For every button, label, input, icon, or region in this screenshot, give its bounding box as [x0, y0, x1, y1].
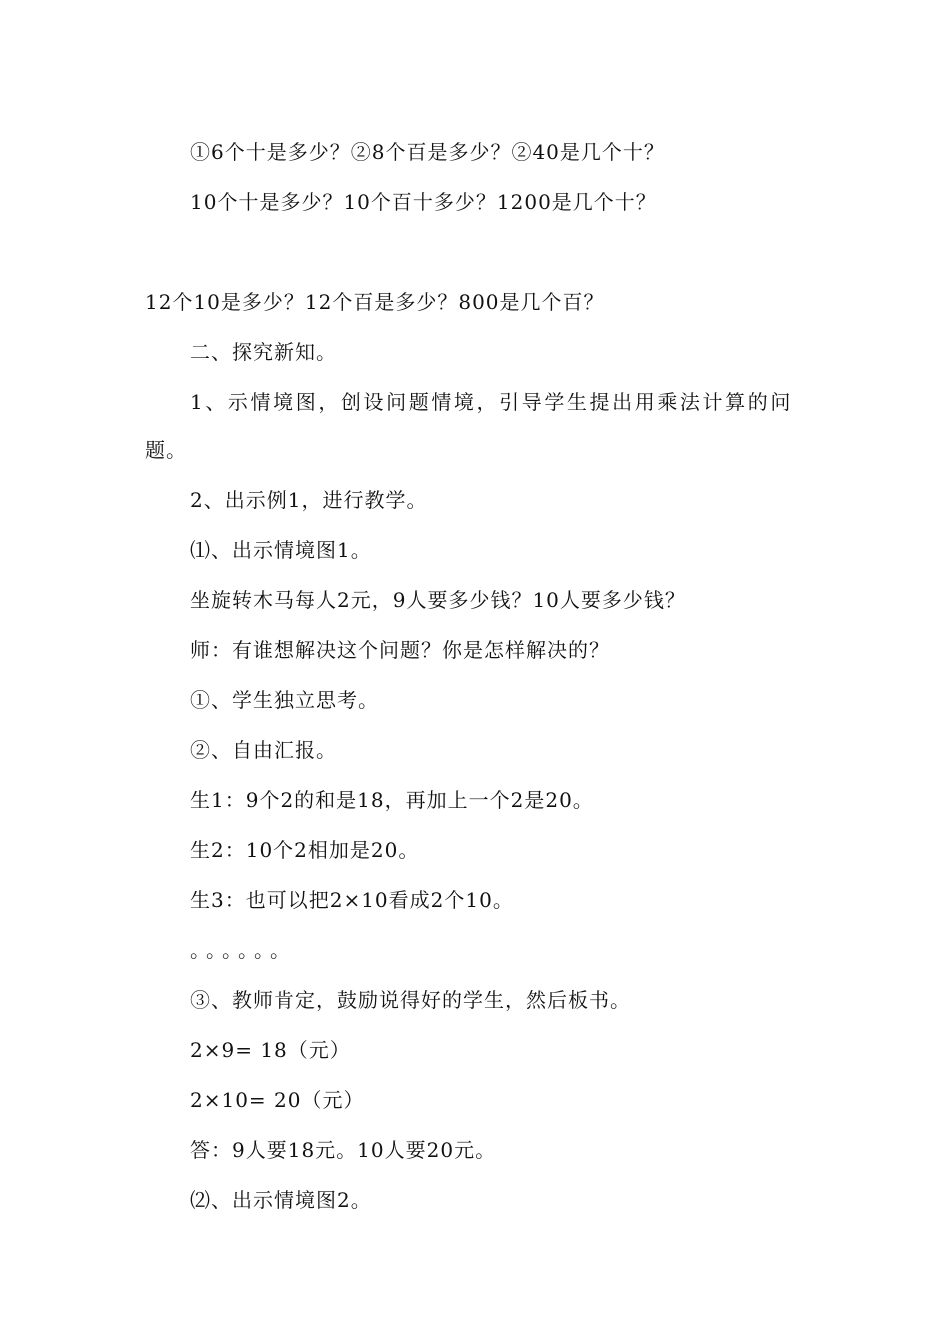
review-question-line-1: ①6个十是多少？②8个百是多少？②40是几个十？ — [190, 140, 665, 164]
sub-step-1-heading: ⑴、出示情境图1。 — [190, 538, 372, 562]
equation-2: 2×10= 20（元） — [190, 1088, 365, 1112]
paragraph-step-2: 2、出示例1，进行教学。 — [190, 488, 428, 512]
student-answer-3: 生3：也可以把2×10看成2个10。 — [190, 888, 514, 912]
paragraph-step-1: 1、示情境图，创设问题情境，引导学生提出用乘法计算的问 — [190, 390, 793, 414]
teacher-summary: ③、教师肯定，鼓励说得好的学生，然后板书。 — [190, 988, 631, 1012]
student-answer-2: 生2：10个2相加是20。 — [190, 838, 420, 862]
sub-step-2-heading: ⑵、出示情境图2。 — [190, 1188, 372, 1212]
answer-line: 答：9人要18元。10人要20元。 — [190, 1138, 497, 1162]
section-heading-explore: 二、探究新知。 — [190, 340, 337, 364]
activity-report: ②、自由汇报。 — [190, 738, 337, 762]
student-answer-1: 生1：9个2的和是18，再加上一个2是20。 — [190, 788, 594, 812]
paragraph-step-1-continued: 题。 — [145, 438, 187, 462]
teacher-question: 师：有谁想解决这个问题？你是怎样解决的？ — [190, 638, 610, 662]
ellipsis-line: 。。。。。。 — [190, 938, 296, 962]
equation-1: 2×9= 18（元） — [190, 1038, 351, 1062]
word-problem: 坐旋转木马每人2元，9人要多少钱？10人要多少钱？ — [190, 588, 686, 612]
review-question-line-3: 12个10是多少？12个百是多少？800是几个百？ — [145, 290, 605, 314]
activity-think: ①、学生独立思考。 — [190, 688, 379, 712]
review-question-line-2: 10个十是多少？10个百十多少？1200是几个十？ — [190, 190, 657, 214]
